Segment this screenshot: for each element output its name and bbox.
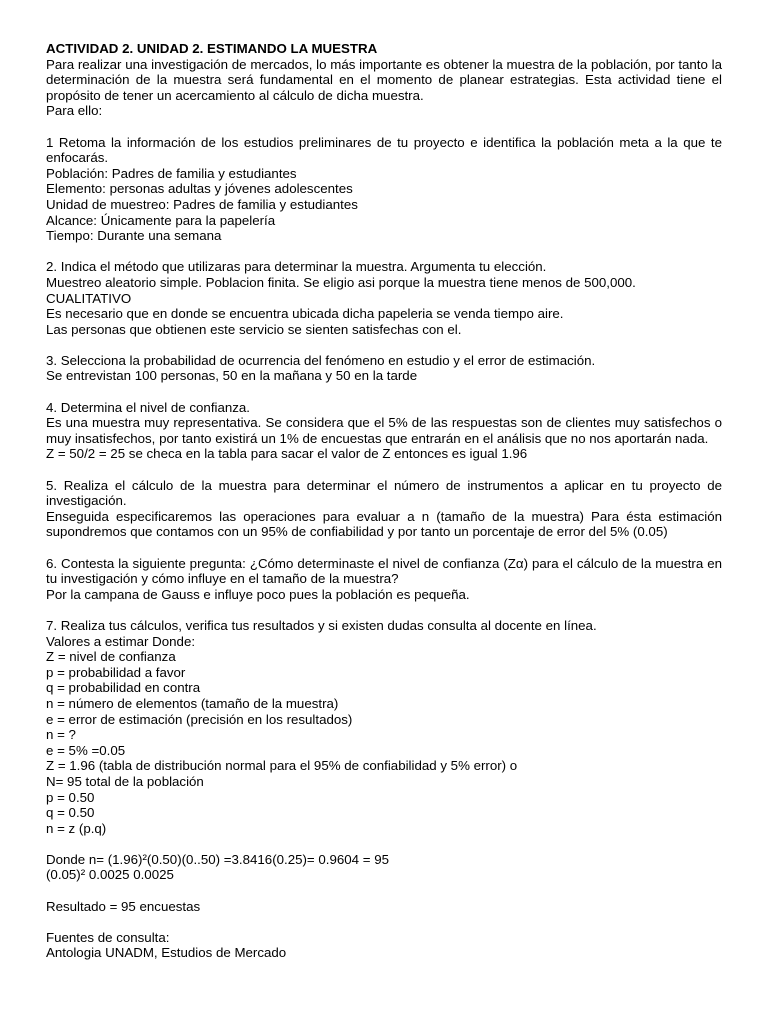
- answer-2-line: Muestreo aleatorio simple. Poblacion finita. Se eligio asi porque la muestra tiene menos de 500,000.: [46, 274, 636, 290]
- question-1: 1 Retoma la información de los estudios preliminares de tu proyecto e identifica la población meta a la que te enfocarás.: [46, 134, 722, 166]
- question-4: 4. Determina el nivel de confianza.: [46, 399, 250, 415]
- sources-heading: Fuentes de consulta:: [46, 929, 170, 945]
- intro-paragraph: Para realizar una investigación de mercados, lo más importante es obtener la muestra de la población, por tanto la determinación de la muestra será fundamental en el momento de planear estrategias. Esta actividad tiene el propósito de tener un acercamiento al cálculo de dicha muestra.: [46, 56, 722, 103]
- answer-7-line: q = 0.50: [46, 805, 95, 821]
- answer-1-line: Unidad de muestreo: Padres de familia y estudiantes: [46, 196, 358, 212]
- spacer: [46, 462, 722, 478]
- answer-1-line: Población: Padres de familia y estudiantes: [46, 165, 297, 181]
- spacer: [46, 602, 722, 618]
- answer-7-line: n = ?: [46, 727, 76, 743]
- document-title: ACTIVIDAD 2. UNIDAD 2. ESTIMANDO LA MUESTRA: [46, 41, 378, 56]
- result-line: Resultado = 95 encuestas: [46, 898, 201, 914]
- answer-5-paragraph: Enseguida especificaremos las operaciones para evaluar a n (tamaño de la muestra) Para ésta estimación supondremos que contamos con un 95% de confiabilidad y por tanto un porcentaje de error del 5% (0.05): [46, 508, 722, 540]
- answer-7-line: e = error de estimación (precisión en los resultados): [46, 711, 353, 727]
- spacer: [46, 337, 722, 353]
- answer-4-paragraph: Es una muestra muy representativa. Se considera que el 5% de las respuestas son de clientes muy satisfechos o muy insatisfechos, por tanto existirá un 1% de encuestas que entrarán en el análisis que no nos aportarán nada.: [46, 415, 722, 446]
- formula-line: Donde n= (1.96)²(0.50)(0..50) =3.8416(0.25)= 0.9604 = 95: [46, 851, 389, 867]
- spacer: [46, 914, 722, 930]
- answer-1-line: Elemento: personas adultas y jóvenes adolescentes: [46, 181, 353, 197]
- answer-7-line: p = probabilidad a favor: [46, 664, 186, 680]
- spacer: [46, 540, 722, 556]
- answer-2-line: Es necesario que en donde se encuentra ubicada dicha papeleria se venda tiempo aire.: [46, 306, 564, 322]
- answer-7-line: p = 0.50: [46, 789, 95, 805]
- spacer: [46, 836, 722, 852]
- answer-7-line: Z = 1.96 (tabla de distribución normal para el 95% de confiabilidad y 5% error) o: [46, 758, 518, 774]
- answer-3-line: Se entrevistan 100 personas, 50 en la mañana y 50 en la tarde: [46, 368, 418, 384]
- formula-line: (0.05)² 0.0025 0.0025: [46, 867, 174, 883]
- spacer: [46, 119, 722, 135]
- document-page: [46, 41, 722, 961]
- answer-7-line: e = 5% =0.05: [46, 742, 126, 758]
- answer-7-line: q = probabilidad en contra: [46, 680, 201, 696]
- sources-text: Antologia UNADM, Estudios de Mercado: [46, 945, 287, 961]
- intro-end: Para ello:: [46, 103, 103, 119]
- answer-7-line: N= 95 total de la población: [46, 773, 204, 789]
- answer-6-line: Por la campana de Gauss e influye poco pues la población es pequeña.: [46, 586, 470, 602]
- answer-4-line: Z = 50/2 = 25 se checa en la tabla para sacar el valor de Z entonces es igual 1.96: [46, 446, 528, 462]
- answer-2-line: CUALITATIVO: [46, 290, 132, 306]
- question-6: 6. Contesta la siguiente pregunta: ¿Cómo determinaste el nivel de confianza (Zα) para el cálculo de la muestra en tu investigación y cómo influye en el tamaño de la muestra?: [46, 555, 722, 587]
- spacer: [46, 244, 722, 260]
- answer-7-line: n = z (p.q): [46, 820, 107, 836]
- question-2: 2. Indica el método que utilizaras para determinar la muestra. Argumenta tu elección.: [46, 259, 547, 275]
- spacer: [46, 384, 722, 400]
- answer-2-line: Las personas que obtienen este servicio se sienten satisfechas con el.: [46, 321, 462, 337]
- spacer: [46, 883, 722, 899]
- answer-7-line: n = número de elementos (tamaño de la muestra): [46, 695, 339, 711]
- answer-7-line: Valores a estimar Donde:: [46, 633, 196, 649]
- answer-7-line: Z = nivel de confianza: [46, 649, 176, 665]
- answer-1-line: Tiempo: Durante una semana: [46, 228, 222, 244]
- answer-1-line: Alcance: Únicamente para la papelería: [46, 212, 276, 228]
- question-7: 7. Realiza tus cálculos, verifica tus resultados y si existen dudas consulta al docente en línea.: [46, 617, 597, 633]
- question-5: 5. Realiza el cálculo de la muestra para determinar el número de instrumentos a aplicar en tu proyecto de investigación.: [46, 477, 722, 509]
- question-3: 3. Selecciona la probabilidad de ocurrencia del fenómeno en estudio y el error de estimación.: [46, 352, 596, 368]
